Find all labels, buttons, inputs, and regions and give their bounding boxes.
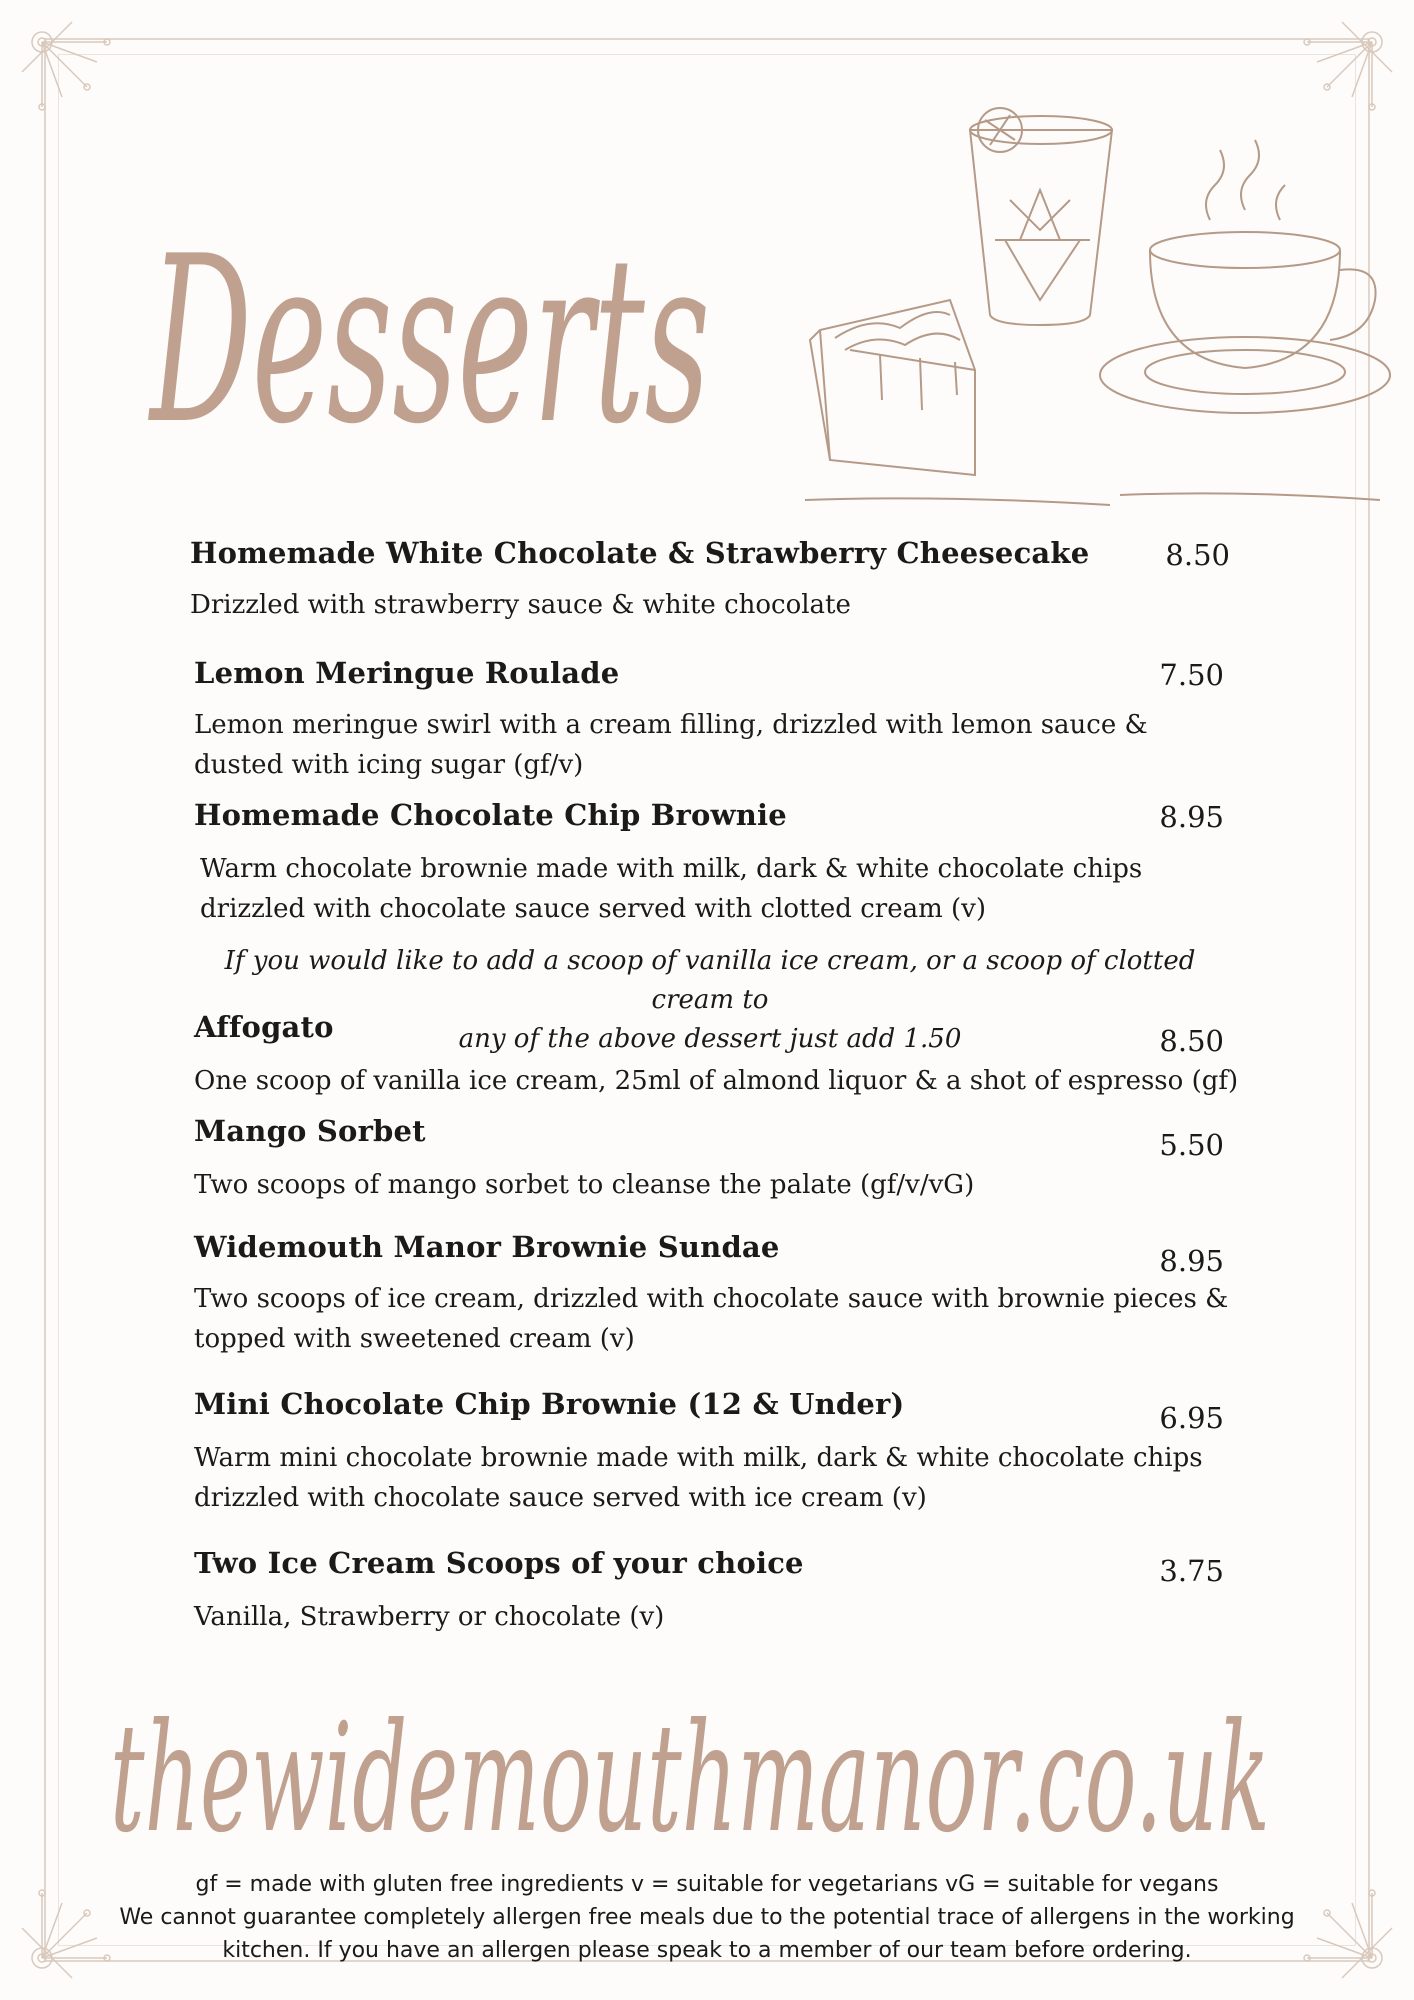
item-name: Mini Chocolate Chip Brownie (12 & Under) <box>194 1387 905 1421</box>
corner-ornament-icon <box>12 12 132 132</box>
item-description <box>200 849 1240 929</box>
svg-text:Desserts: Desserts <box>147 208 710 475</box>
item-name: Two Ice Cream Scoops of your choice <box>194 1546 804 1580</box>
addon-note <box>190 942 1230 1059</box>
item-description-line: Vanilla, Strawberry or chocolate (v) <box>194 1602 665 1632</box>
item-description <box>194 1597 1234 1637</box>
item-description <box>194 1061 1254 1101</box>
allergen-notice-line: kitchen. If you have an allergen please speak to a member of our team before ordering. <box>222 1938 1192 1963</box>
item-description-line: dusted with icing sugar (gf/v) <box>194 750 584 780</box>
item-description-line: Two scoops of mango sorbet to cleanse the palate (gf/v/vG) <box>194 1170 975 1200</box>
item-price: 3.75 <box>1159 1554 1224 1588</box>
item-description-line: topped with sweetened cream (v) <box>194 1324 635 1354</box>
item-description <box>194 1165 1234 1205</box>
website-logo <box>100 1660 1320 1890</box>
item-price: 8.50 <box>1165 538 1230 572</box>
item-description-line: Warm chocolate brownie made with milk, dark & white chocolate chips <box>200 854 1143 884</box>
item-name: Widemouth Manor Brownie Sundae <box>194 1230 780 1264</box>
item-price: 8.95 <box>1159 800 1224 834</box>
item-description <box>194 705 1234 785</box>
addon-note-line: If you would like to add a scoop of vanilla ice cream, or a scoop of clotted cream to <box>224 946 1196 1015</box>
dietary-legend: gf = made with gluten free ingredients v = suitable for vegetarians vG = suitable for vegans <box>195 1872 1219 1897</box>
item-name: Homemade White Chocolate & Strawberry Cheesecake <box>190 536 1090 570</box>
allergen-notice-line: We cannot guarantee completely allergen free meals due to the potential trace of allergens in the working <box>119 1905 1295 1930</box>
dessert-illustration-icon <box>790 100 1390 520</box>
page-title <box>140 170 840 510</box>
item-name: Affogato <box>194 1010 334 1044</box>
item-price: 8.95 <box>1159 1244 1224 1278</box>
item-description-line: Warm mini chocolate brownie made with milk, dark & white chocolate chips <box>194 1443 1203 1473</box>
item-description-line: drizzled with chocolate sauce served with clotted cream (v) <box>200 894 986 924</box>
item-price: 8.50 <box>1159 1024 1224 1058</box>
item-price: 5.50 <box>1159 1128 1224 1162</box>
item-description-line: Two scoops of ice cream, drizzled with chocolate sauce with brownie pieces & <box>194 1284 1229 1314</box>
item-price: 6.95 <box>1159 1401 1224 1435</box>
item-name: Homemade Chocolate Chip Brownie <box>194 798 787 832</box>
item-name: Mango Sorbet <box>194 1114 426 1148</box>
allergen-footer <box>70 1868 1344 1967</box>
item-description <box>194 1279 1254 1359</box>
item-name: Lemon Meringue Roulade <box>194 656 620 690</box>
addon-note-line: any of the above dessert just add 1.50 <box>458 1024 962 1054</box>
svg-text:thewidemouthmanor.co.uk: thewidemouthmanor.co.uk <box>110 1692 1270 1866</box>
item-description-line: One scoop of vanilla ice cream, 25ml of almond liquor & a shot of espresso (gf) <box>194 1066 1239 1096</box>
item-price: 7.50 <box>1159 658 1224 692</box>
item-description-line: Drizzled with strawberry sauce & white chocolate <box>190 590 851 620</box>
item-description <box>190 585 1230 625</box>
item-description-line: drizzled with chocolate sauce served with ice cream (v) <box>194 1483 927 1513</box>
item-description-line: Lemon meringue swirl with a cream filling, drizzled with lemon sauce & <box>194 710 1148 740</box>
item-description <box>194 1438 1234 1518</box>
